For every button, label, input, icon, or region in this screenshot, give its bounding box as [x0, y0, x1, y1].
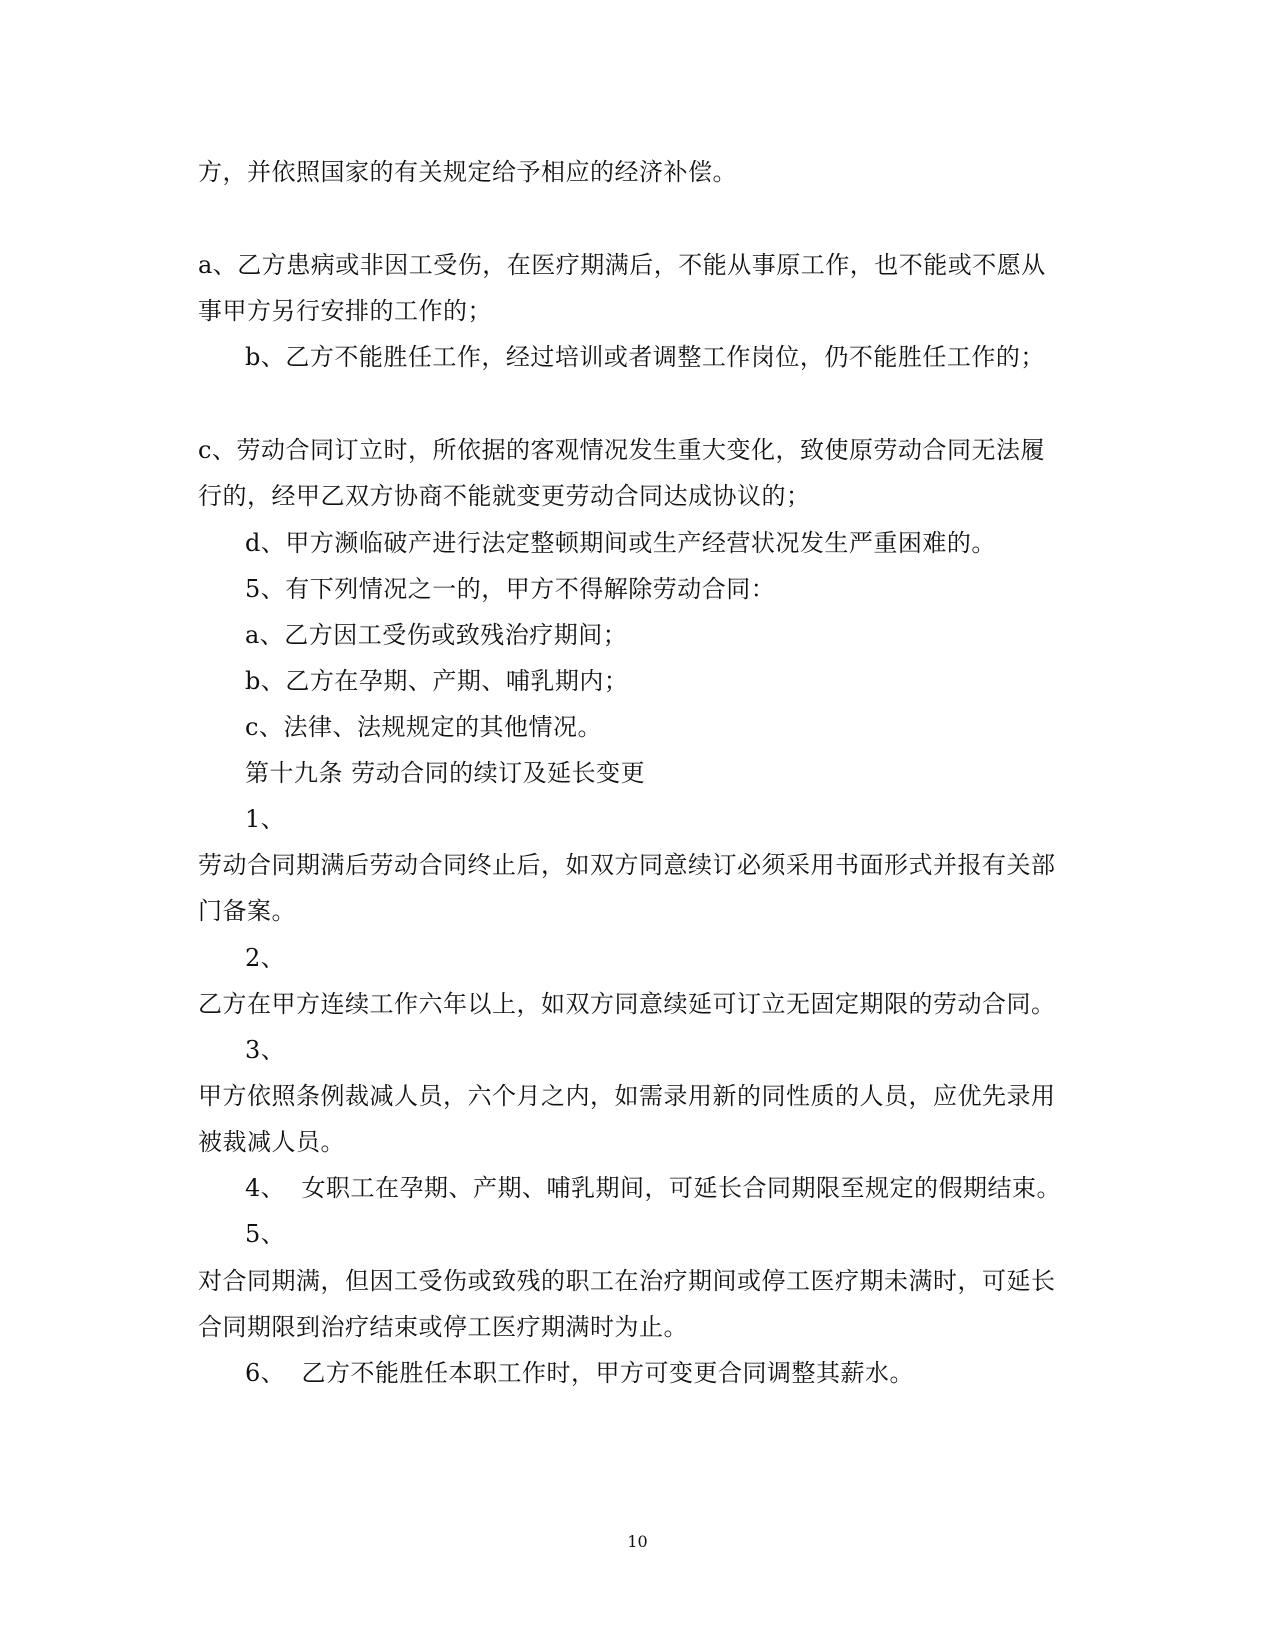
- paragraph-line: 被裁减人员。: [198, 1128, 345, 1156]
- list-number: 3、: [245, 1036, 286, 1064]
- page-number: 10: [627, 1532, 648, 1551]
- paragraph-line: 合同期限到治疗结束或停工医疗期满时为止。: [198, 1313, 688, 1341]
- paragraph-line: 对合同期满，但因工受伤或致残的职工在治疗期间或停工医疗期未满时，可延长: [198, 1267, 1056, 1295]
- paragraph-line: 4、 女职工在孕期、产期、哺乳期间，可延长合同期限至规定的假期结束。: [245, 1174, 1062, 1202]
- paragraph-line: d、甲方濒临破产进行法定整顿期间或生产经营状况发生严重困难的。: [245, 529, 996, 557]
- paragraph-line: 行的，经甲乙双方协商不能就变更劳动合同达成协议的；: [198, 482, 811, 510]
- paragraph-line: 甲方依照条例裁减人员，六个月之内，如需录用新的同性质的人员，应优先录用: [198, 1082, 1056, 1110]
- paragraph-line: 劳动合同期满后劳动合同终止后，如双方同意续订必须采用书面形式并报有关部: [198, 851, 1056, 879]
- paragraph-line: 方，并依照国家的有关规定给予相应的经济补偿。: [198, 158, 737, 186]
- paragraph-line: c、法律、法规规定的其他情况。: [245, 713, 602, 741]
- paragraph-line: 门备案。: [198, 897, 296, 925]
- list-number: 1、: [245, 805, 286, 833]
- list-number: 2、: [245, 944, 286, 972]
- paragraph-line: 5、有下列情况之一的，甲方不得解除劳动合同：: [245, 575, 776, 603]
- paragraph-line: b、乙方在孕期、产期、哺乳期内；: [245, 667, 629, 695]
- list-number: 5、: [245, 1220, 286, 1248]
- paragraph-line: a、乙方患病或非因工受伤，在医疗期满后，不能从事原工作，也不能或不愿从: [198, 251, 1046, 279]
- paragraph-line: a、乙方因工受伤或致残治疗期间；: [245, 621, 628, 649]
- paragraph-line: c、劳动合同订立时，所依据的客观情况发生重大变化，致使原劳动合同无法履: [198, 436, 1045, 464]
- paragraph-line: 事甲方另行安排的工作的；: [198, 297, 492, 325]
- paragraph-line: b、乙方不能胜任工作，经过培训或者调整工作岗位，仍不能胜任工作的；: [245, 343, 1045, 371]
- paragraph-line: 6、 乙方不能胜任本职工作时，甲方可变更合同调整其薪水。: [245, 1359, 915, 1387]
- section-heading: 第十九条 劳动合同的续订及延长变更: [245, 759, 646, 787]
- paragraph-line: 乙方在甲方连续工作六年以上，如双方同意续延可订立无固定期限的劳动合同。: [198, 990, 1056, 1018]
